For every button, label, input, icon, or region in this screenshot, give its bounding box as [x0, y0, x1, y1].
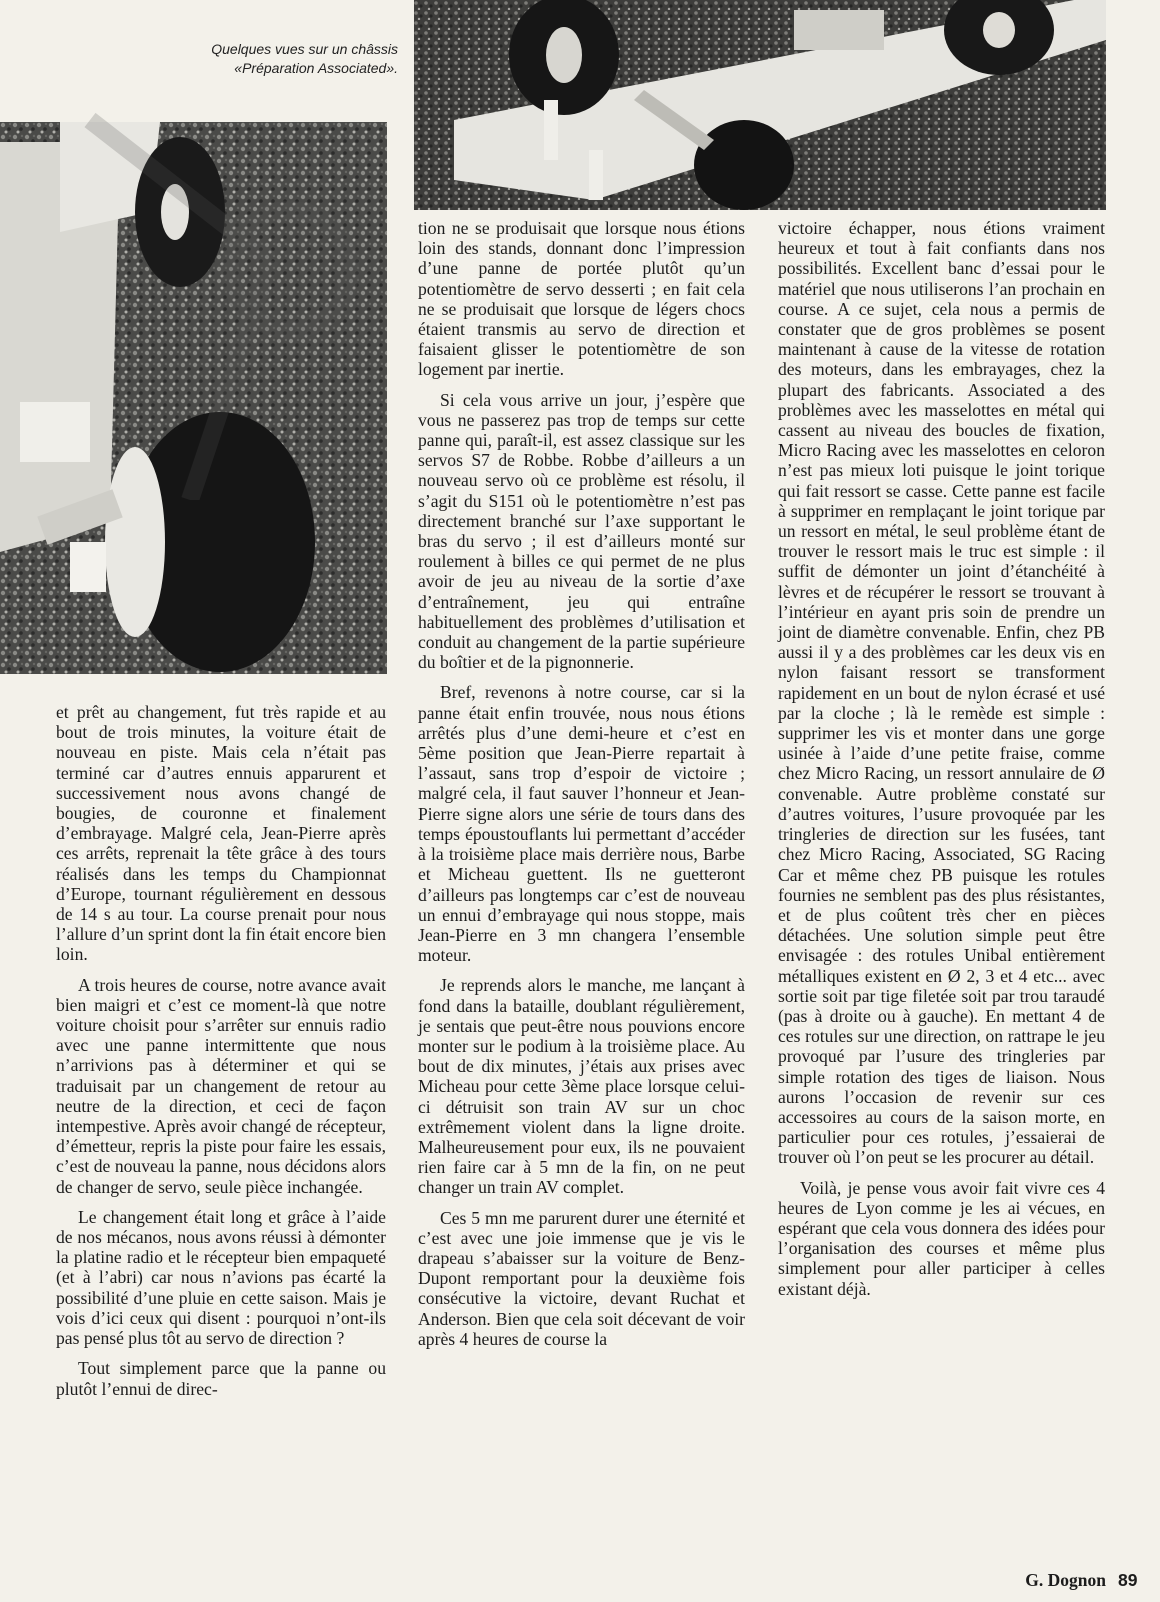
- paragraph: Tout simplement parce que la panne ou plutôt l’ennui de direc-: [56, 1358, 386, 1399]
- photo-caption: [40, 40, 398, 78]
- caption-line-2: «Préparation Associated».: [234, 60, 398, 76]
- chassis-top-photo: [414, 0, 1106, 210]
- paragraph: Voilà, je pense vous avoir fait vivre ces 4 heures de Lyon comme je les ai vécues, en espérant que cela vous donnera des idées pour l’organisation des courses et même plus simplement pour aller participer à celles existant déjà.: [778, 1177, 1105, 1299]
- text-column-3: [778, 218, 1105, 1299]
- paragraph: victoire échapper, nous étions vraiment heureux et tout à fait confiants dans nos possibilités. Excellent banc d’essai pour le matériel que nous utiliserons l’an prochain en course. A ce sujet, cela nous a permis de constater que de gros problèmes se posent maintenant à cause de la vitesse de rotation des moteurs, dans les embrayages, chez la plupart des fabricants. Associated a des problèmes avec les masselottes en métal qui cassent au niveau des boucles de fixation, Micro Racing avec les masselottes en celoron n’est pas mieux loti puisque le joint torique qui fait ressort se casse. Cette panne est facile à supprimer en remplaçant le joint torique par un ressort en métal, le seul problème étant de trouver le ressort mais le truc est simple : il suffit de démonter un joint d’étanchéité à lèvres et de récupérer le ressort se trouvant à l’intérieur en ayant pris soin de prendre un joint de diamètre convenable. Enfin, chez PB aussi il y a des problèmes car les deux vis en nylon faisant ressort se transforment rapidement en un bout de nylon écrasé et usé par la cloche ; là le remède est simple : supprimer les vis et monter dans une gorge usinée à l’aide d’une petite fraise, comme chez Micro Racing, un ressort annulaire de Ø convenable. Autre problème constaté sur d’autres voitures, l’usure provoquée par les tringleries de direction sur les fusées, tant chez Micro Racing, Associated, SG Racing Car et même chez PB puisque les rotules fournies ne semblent pas des plus résistantes, et de plus coûtent très cher en pièces détachées. Une solution simple peut être envisagée : des rotules Unibal entièrement métalliques existent en Ø 2, 3 et 4 etc... avec sortie soit par tige filetée soit par trou taraudé (pas à droite ou à gauche). En mettant 4 de ces rotules sur une direction, on rattrape le jeu provoqué par l’usure des tringleries par simple rotation des tiges de liaison. Nous aurons l’occasion de revenir sur ces accessoires au cours de la saison morte, en particulier pour ces rotules, j’essaierai de trouver où l’on peut se les procurer au détail.: [778, 218, 1105, 1168]
- text-column-2: [418, 218, 745, 1349]
- author-signature: G. Dognon: [1025, 1570, 1106, 1590]
- paragraph: Ces 5 mn me parurent durer une éternité et c’est avec une joie immense que je vis le drapeau s’abaisser sur la voiture de Benz-Dupont remportant pour la deuxième fois consécutive la victoire, devant Ruchat et Anderson. Bien que cela soit décevant de voir après 4 heures de course la: [418, 1207, 745, 1349]
- paragraph: Le changement était long et grâce à l’aide de nos mécanos, nous avons réussi à démonter la platine radio et le récepteur bien empaqueté (et à l’abri) car nous n’avions pas écarté la possibilité d’une pluie en cette saison. Mais je vois d’ici ceux qui disent : pourquoi n’ont-ils pas pensé plus tôt au servo de direction ?: [56, 1206, 386, 1349]
- caption-line-1: Quelques vues sur un châssis: [211, 41, 398, 57]
- page-number: 89: [1118, 1570, 1138, 1590]
- paragraph: Si cela vous arrive un jour, j’espère que vous ne passerez pas trop de temps sur cette panne qui, paraît-il, est assez classique sur les servos S7 de Robbe. Robbe d’ailleurs a un nouveau servo où ce problème est résolu, il s’agit du S151 où le potentiomètre n’est pas directement branché sur l’axe supportant le bras du servo ; il est d’ailleurs monté sur roulement à billes ce qui permet de ne plus avoir de jeu au niveau de la sortie d’axe d’entraînement, jeu qui entraîne habituellement des problèmes d’utilisation et conduit au changement de la partie supérieure du boîtier et de la pignonnerie.: [418, 389, 745, 673]
- paragraph: A trois heures de course, notre avance avait bien maigri et c’est ce moment-là que notre voiture choisit pour s’arrêter sur ennuis radio avec une panne intermittente que nous n’arrivions pas à déterminer et qui se traduisait par un changement de retour au neutre de la direction, et ceci de façon intempestive. Après avoir changé de récepteur, d’émetteur, repris la piste pour faire les essais, c’est de nouveau la panne, nous décidons alors de changer de servo, seule pièce inchangée.: [56, 974, 386, 1197]
- text-column-1: [56, 702, 386, 1399]
- chassis-left-photo: [0, 122, 387, 674]
- paragraph: Bref, revenons à notre course, car si la panne était enfin trouvée, nous nous étions arrêtés plus d’une demi-heure et c’est en 5ème position que Jean-Pierre repartait à l’assaut, sans trop d’espoir de victoire ; malgré cela, il faut sauver l’honneur et Jean-Pierre signe alors une série de tours dans des temps époustouflants lui permettant d’accéder à la troisième place mais derrière nous, Barbe et Micheau guettent. Ils ne guetteront d’ailleurs pas longtemps car c’est de nouveau un ennui d’embrayage qui nous stoppe, mais Jean-Pierre en 3 mn changera l’ensemble moteur.: [418, 682, 745, 966]
- paragraph: Je reprends alors le manche, me lançant à fond dans la bataille, doublant régulièrement, je sentais que peut-être nous pouvions encore monter sur le podium à la troisième place. Au bout de dix minutes, j’étais aux prises avec Micheau pour cette 3ème place lorsque celui-ci détruisit son train AV sur un choc extrêmement violent dans la ligne droite. Malheureusement pour eux, ils ne pouvaient rien faire car à 5 mn de la fin, on ne peut changer un train AV complet.: [418, 975, 745, 1198]
- paragraph: tion ne se produisait que lorsque nous étions loin des stands, donnant donc l’impression d’une panne de portée plutôt qu’un potentiomètre de servo desserti ; en fait cela ne se produisait que lorsque de légers chocs étaient transmis au servo de direction et faisaient glisser le potentiomètre de son logement par inertie.: [418, 218, 745, 380]
- paragraph: et prêt au changement, fut très rapide et au bout de trois minutes, la voiture était de nouveau en piste. Mais cela n’était pas terminé car d’autres ennuis apparurent et successivement nous avons changé de bougies, de couronne et finalement d’embrayage. Malgré cela, Jean-Pierre après ces arrêts, reprenait la tête grâce à des tours réalisés dans les temps du Championnat d’Europe, tournant régulièrement en dessous de 14 s au tour. La course prenait pour nous l’allure d’un sprint dont la fin était encore bien loin.: [56, 702, 386, 965]
